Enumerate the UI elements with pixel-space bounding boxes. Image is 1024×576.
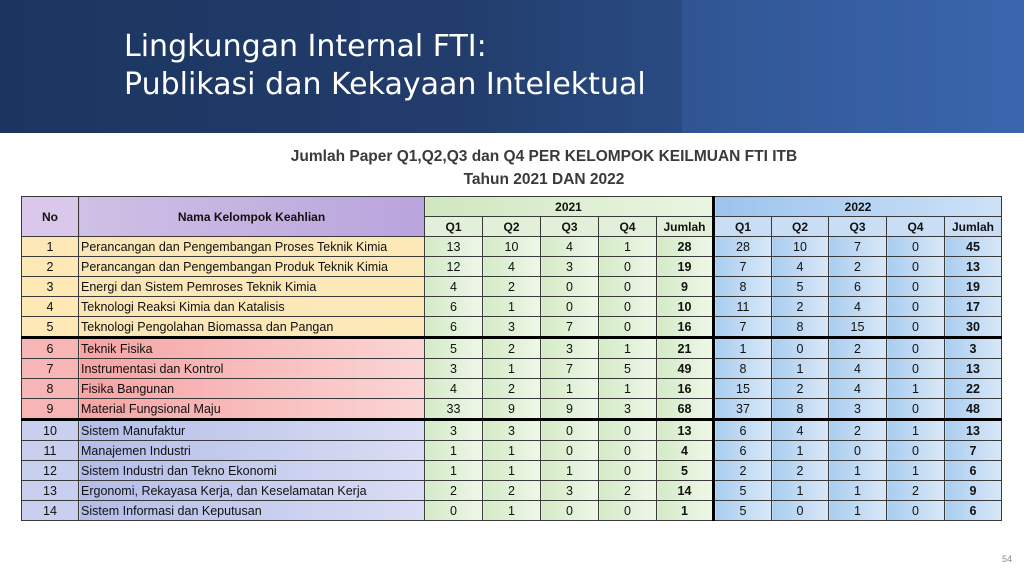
row-name: Sistem Industri dan Tekno Ekonomi [79, 461, 425, 481]
cell-2021-q4: 0 [599, 297, 657, 317]
row-no: 13 [22, 481, 79, 501]
cell-2021-q4: 3 [599, 399, 657, 420]
row-no: 5 [22, 317, 79, 338]
cell-2021-q3: 4 [541, 237, 599, 257]
cell-2021-total: 13 [657, 420, 714, 441]
cell-2022-q1: 15 [714, 379, 772, 399]
cell-2021-q2: 2 [483, 379, 541, 399]
cell-2022-q4: 0 [887, 317, 945, 338]
cell-2022-q4: 1 [887, 420, 945, 441]
row-name: Material Fungsional Maju [79, 399, 425, 420]
cell-2022-q2: 0 [772, 501, 829, 521]
cell-2022-total: 45 [945, 237, 1002, 257]
table-row [22, 338, 1002, 359]
cell-2022-q1: 7 [714, 317, 772, 338]
cell-2022-q1: 5 [714, 481, 772, 501]
cell-2022-q1: 6 [714, 441, 772, 461]
cell-2022-total: 13 [945, 420, 1002, 441]
cell-2021-q4: 5 [599, 359, 657, 379]
table-row [22, 237, 1002, 257]
row-name: Teknologi Reaksi Kimia dan Katalisis [79, 297, 425, 317]
row-no: 9 [22, 399, 79, 420]
cell-2022-q4: 0 [887, 277, 945, 297]
cell-2021-q4: 0 [599, 277, 657, 297]
table-caption-line2: Tahun 2021 DAN 2022 [463, 171, 625, 188]
cell-2022-q2: 0 [772, 338, 829, 359]
cell-2022-total: 6 [945, 461, 1002, 481]
cell-2022-total: 6 [945, 501, 1002, 521]
cell-2022-q2: 4 [772, 420, 829, 441]
table-row [22, 399, 1002, 420]
row-no: 1 [22, 237, 79, 257]
header-year-2022: 2022 [714, 197, 1002, 217]
cell-2022-q2: 2 [772, 461, 829, 481]
cell-2022-q4: 1 [887, 379, 945, 399]
cell-2021-total: 1 [657, 501, 714, 521]
cell-2022-q1: 7 [714, 257, 772, 277]
row-name: Fisika Bangunan [79, 379, 425, 399]
cell-2021-q2: 1 [483, 359, 541, 379]
header-name: Nama Kelompok Keahlian [79, 197, 425, 237]
row-no: 7 [22, 359, 79, 379]
cell-2021-q4: 2 [599, 481, 657, 501]
cell-2022-q3: 1 [829, 461, 887, 481]
row-name: Perancangan dan Pengembangan Produk Teknik Kimia [79, 257, 425, 277]
table-row [22, 501, 1002, 521]
cell-2022-q4: 2 [887, 481, 945, 501]
cell-2022-total: 13 [945, 359, 1002, 379]
cell-2021-total: 68 [657, 399, 714, 420]
slide-title-line1: Lingkungan Internal FTI: [124, 29, 487, 64]
cell-2022-total: 30 [945, 317, 1002, 338]
cell-2021-q3: 1 [541, 379, 599, 399]
cell-2022-q3: 7 [829, 237, 887, 257]
row-name: Energi dan Sistem Pemroses Teknik Kimia [79, 277, 425, 297]
cell-2022-q3: 2 [829, 338, 887, 359]
header-2021-total: Jumlah [657, 217, 714, 237]
cell-2021-q3: 3 [541, 338, 599, 359]
row-no: 4 [22, 297, 79, 317]
cell-2022-q1: 2 [714, 461, 772, 481]
row-name: Teknologi Pengolahan Biomassa dan Pangan [79, 317, 425, 338]
row-name: Perancangan dan Pengembangan Proses Teknik Kimia [79, 237, 425, 257]
cell-2022-q1: 5 [714, 501, 772, 521]
cell-2022-q4: 0 [887, 359, 945, 379]
cell-2022-q1: 8 [714, 359, 772, 379]
cell-2022-q3: 1 [829, 501, 887, 521]
header-2021-q3: Q3 [541, 217, 599, 237]
cell-2021-q4: 0 [599, 420, 657, 441]
row-name: Instrumentasi dan Kontrol [79, 359, 425, 379]
page-number: 54 [1001, 554, 1012, 564]
row-name: Sistem Manufaktur [79, 420, 425, 441]
cell-2021-q4: 1 [599, 237, 657, 257]
cell-2022-q2: 10 [772, 237, 829, 257]
cell-2021-q3: 0 [541, 420, 599, 441]
cell-2022-q2: 1 [772, 481, 829, 501]
cell-2021-q2: 1 [483, 441, 541, 461]
table-row [22, 277, 1002, 297]
cell-2021-q3: 0 [541, 297, 599, 317]
cell-2021-q1: 0 [425, 501, 483, 521]
slide-title [124, 28, 646, 104]
header-2021-q1: Q1 [425, 217, 483, 237]
row-no: 2 [22, 257, 79, 277]
cell-2021-q3: 1 [541, 461, 599, 481]
cell-2022-q2: 5 [772, 277, 829, 297]
cell-2022-total: 3 [945, 338, 1002, 359]
publication-table [21, 196, 1002, 521]
header-no: No [22, 197, 79, 237]
cell-2021-q1: 4 [425, 277, 483, 297]
cell-2021-q3: 0 [541, 501, 599, 521]
cell-2022-q1: 8 [714, 277, 772, 297]
cell-2021-q4: 1 [599, 338, 657, 359]
table-row [22, 420, 1002, 441]
cell-2021-q2: 1 [483, 461, 541, 481]
row-no: 14 [22, 501, 79, 521]
cell-2021-q1: 6 [425, 297, 483, 317]
cell-2021-q2: 2 [483, 481, 541, 501]
cell-2021-total: 5 [657, 461, 714, 481]
cell-2021-q1: 6 [425, 317, 483, 338]
cell-2022-q4: 0 [887, 501, 945, 521]
cell-2021-q1: 1 [425, 461, 483, 481]
cell-2022-total: 13 [945, 257, 1002, 277]
cell-2021-q1: 1 [425, 441, 483, 461]
cell-2022-q3: 6 [829, 277, 887, 297]
cell-2021-q3: 3 [541, 257, 599, 277]
cell-2022-q2: 1 [772, 441, 829, 461]
table-row [22, 379, 1002, 399]
cell-2021-q3: 7 [541, 359, 599, 379]
cell-2021-total: 21 [657, 338, 714, 359]
table-row [22, 461, 1002, 481]
cell-2022-q2: 2 [772, 297, 829, 317]
header-2022-q1: Q1 [714, 217, 772, 237]
cell-2021-q4: 0 [599, 501, 657, 521]
cell-2021-q1: 2 [425, 481, 483, 501]
cell-2021-total: 16 [657, 317, 714, 338]
cell-2021-q2: 10 [483, 237, 541, 257]
row-name: Teknik Fisika [79, 338, 425, 359]
cell-2021-q4: 0 [599, 461, 657, 481]
table-body [22, 237, 1002, 521]
cell-2022-total: 7 [945, 441, 1002, 461]
cell-2022-total: 48 [945, 399, 1002, 420]
row-no: 8 [22, 379, 79, 399]
cell-2022-total: 17 [945, 297, 1002, 317]
row-name: Ergonomi, Rekayasa Kerja, dan Keselamatan Kerja [79, 481, 425, 501]
cell-2021-q4: 1 [599, 379, 657, 399]
cell-2022-q4: 0 [887, 338, 945, 359]
cell-2021-q1: 13 [425, 237, 483, 257]
row-no: 3 [22, 277, 79, 297]
cell-2021-q3: 0 [541, 441, 599, 461]
cell-2022-q3: 4 [829, 379, 887, 399]
cell-2022-q4: 0 [887, 399, 945, 420]
row-no: 11 [22, 441, 79, 461]
cell-2022-q3: 1 [829, 481, 887, 501]
cell-2021-q2: 2 [483, 338, 541, 359]
cell-2021-total: 49 [657, 359, 714, 379]
cell-2022-q4: 0 [887, 441, 945, 461]
table-row [22, 441, 1002, 461]
cell-2022-q4: 0 [887, 257, 945, 277]
title-banner-highlight [682, 0, 1024, 133]
table-row [22, 257, 1002, 277]
cell-2021-q4: 0 [599, 441, 657, 461]
cell-2021-q1: 3 [425, 359, 483, 379]
cell-2022-q2: 2 [772, 379, 829, 399]
cell-2022-q3: 2 [829, 257, 887, 277]
table-row [22, 481, 1002, 501]
cell-2021-q1: 5 [425, 338, 483, 359]
cell-2022-q3: 4 [829, 359, 887, 379]
cell-2022-total: 22 [945, 379, 1002, 399]
header-2021-q4: Q4 [599, 217, 657, 237]
cell-2021-q2: 3 [483, 420, 541, 441]
table-row [22, 317, 1002, 338]
cell-2021-q2: 2 [483, 277, 541, 297]
cell-2022-q3: 4 [829, 297, 887, 317]
cell-2022-q3: 2 [829, 420, 887, 441]
cell-2022-q2: 4 [772, 257, 829, 277]
header-2021-q2: Q2 [483, 217, 541, 237]
table-row [22, 359, 1002, 379]
cell-2021-q2: 4 [483, 257, 541, 277]
cell-2022-q3: 3 [829, 399, 887, 420]
header-2022-total: Jumlah [945, 217, 1002, 237]
cell-2021-q3: 3 [541, 481, 599, 501]
cell-2021-q3: 7 [541, 317, 599, 338]
slide-title-line2: Publikasi dan Kekayaan Intelektual [124, 67, 646, 102]
table-caption-line1: Jumlah Paper Q1,Q2,Q3 dan Q4 PER KELOMPOK KEILMUAN FTI ITB [290, 148, 798, 165]
header-2022-q2: Q2 [772, 217, 829, 237]
cell-2021-q1: 4 [425, 379, 483, 399]
table-row [22, 297, 1002, 317]
cell-2022-q4: 0 [887, 237, 945, 257]
cell-2021-total: 10 [657, 297, 714, 317]
cell-2021-q1: 12 [425, 257, 483, 277]
cell-2021-q3: 9 [541, 399, 599, 420]
header-year-2021: 2021 [425, 197, 714, 217]
cell-2021-total: 16 [657, 379, 714, 399]
cell-2021-total: 9 [657, 277, 714, 297]
cell-2022-q2: 1 [772, 359, 829, 379]
cell-2021-q4: 0 [599, 317, 657, 338]
cell-2021-total: 28 [657, 237, 714, 257]
row-name: Manajemen Industri [79, 441, 425, 461]
cell-2021-q3: 0 [541, 277, 599, 297]
header-2022-q3: Q3 [829, 217, 887, 237]
cell-2022-q1: 11 [714, 297, 772, 317]
row-no: 12 [22, 461, 79, 481]
cell-2022-total: 19 [945, 277, 1002, 297]
cell-2021-q4: 0 [599, 257, 657, 277]
cell-2022-q3: 0 [829, 441, 887, 461]
cell-2021-q1: 3 [425, 420, 483, 441]
cell-2022-q1: 6 [714, 420, 772, 441]
cell-2022-q4: 0 [887, 297, 945, 317]
cell-2021-total: 19 [657, 257, 714, 277]
cell-2021-q2: 3 [483, 317, 541, 338]
cell-2022-q1: 28 [714, 237, 772, 257]
row-no: 10 [22, 420, 79, 441]
cell-2022-total: 9 [945, 481, 1002, 501]
cell-2021-q2: 1 [483, 297, 541, 317]
header-2022-q4: Q4 [887, 217, 945, 237]
cell-2022-q1: 1 [714, 338, 772, 359]
cell-2022-q2: 8 [772, 399, 829, 420]
cell-2022-q2: 8 [772, 317, 829, 338]
cell-2022-q3: 15 [829, 317, 887, 338]
row-name: Sistem Informasi dan Keputusan [79, 501, 425, 521]
cell-2021-q2: 9 [483, 399, 541, 420]
cell-2021-total: 4 [657, 441, 714, 461]
cell-2022-q4: 1 [887, 461, 945, 481]
cell-2021-total: 14 [657, 481, 714, 501]
cell-2022-q1: 37 [714, 399, 772, 420]
cell-2021-q1: 33 [425, 399, 483, 420]
row-no: 6 [22, 338, 79, 359]
cell-2021-q2: 1 [483, 501, 541, 521]
